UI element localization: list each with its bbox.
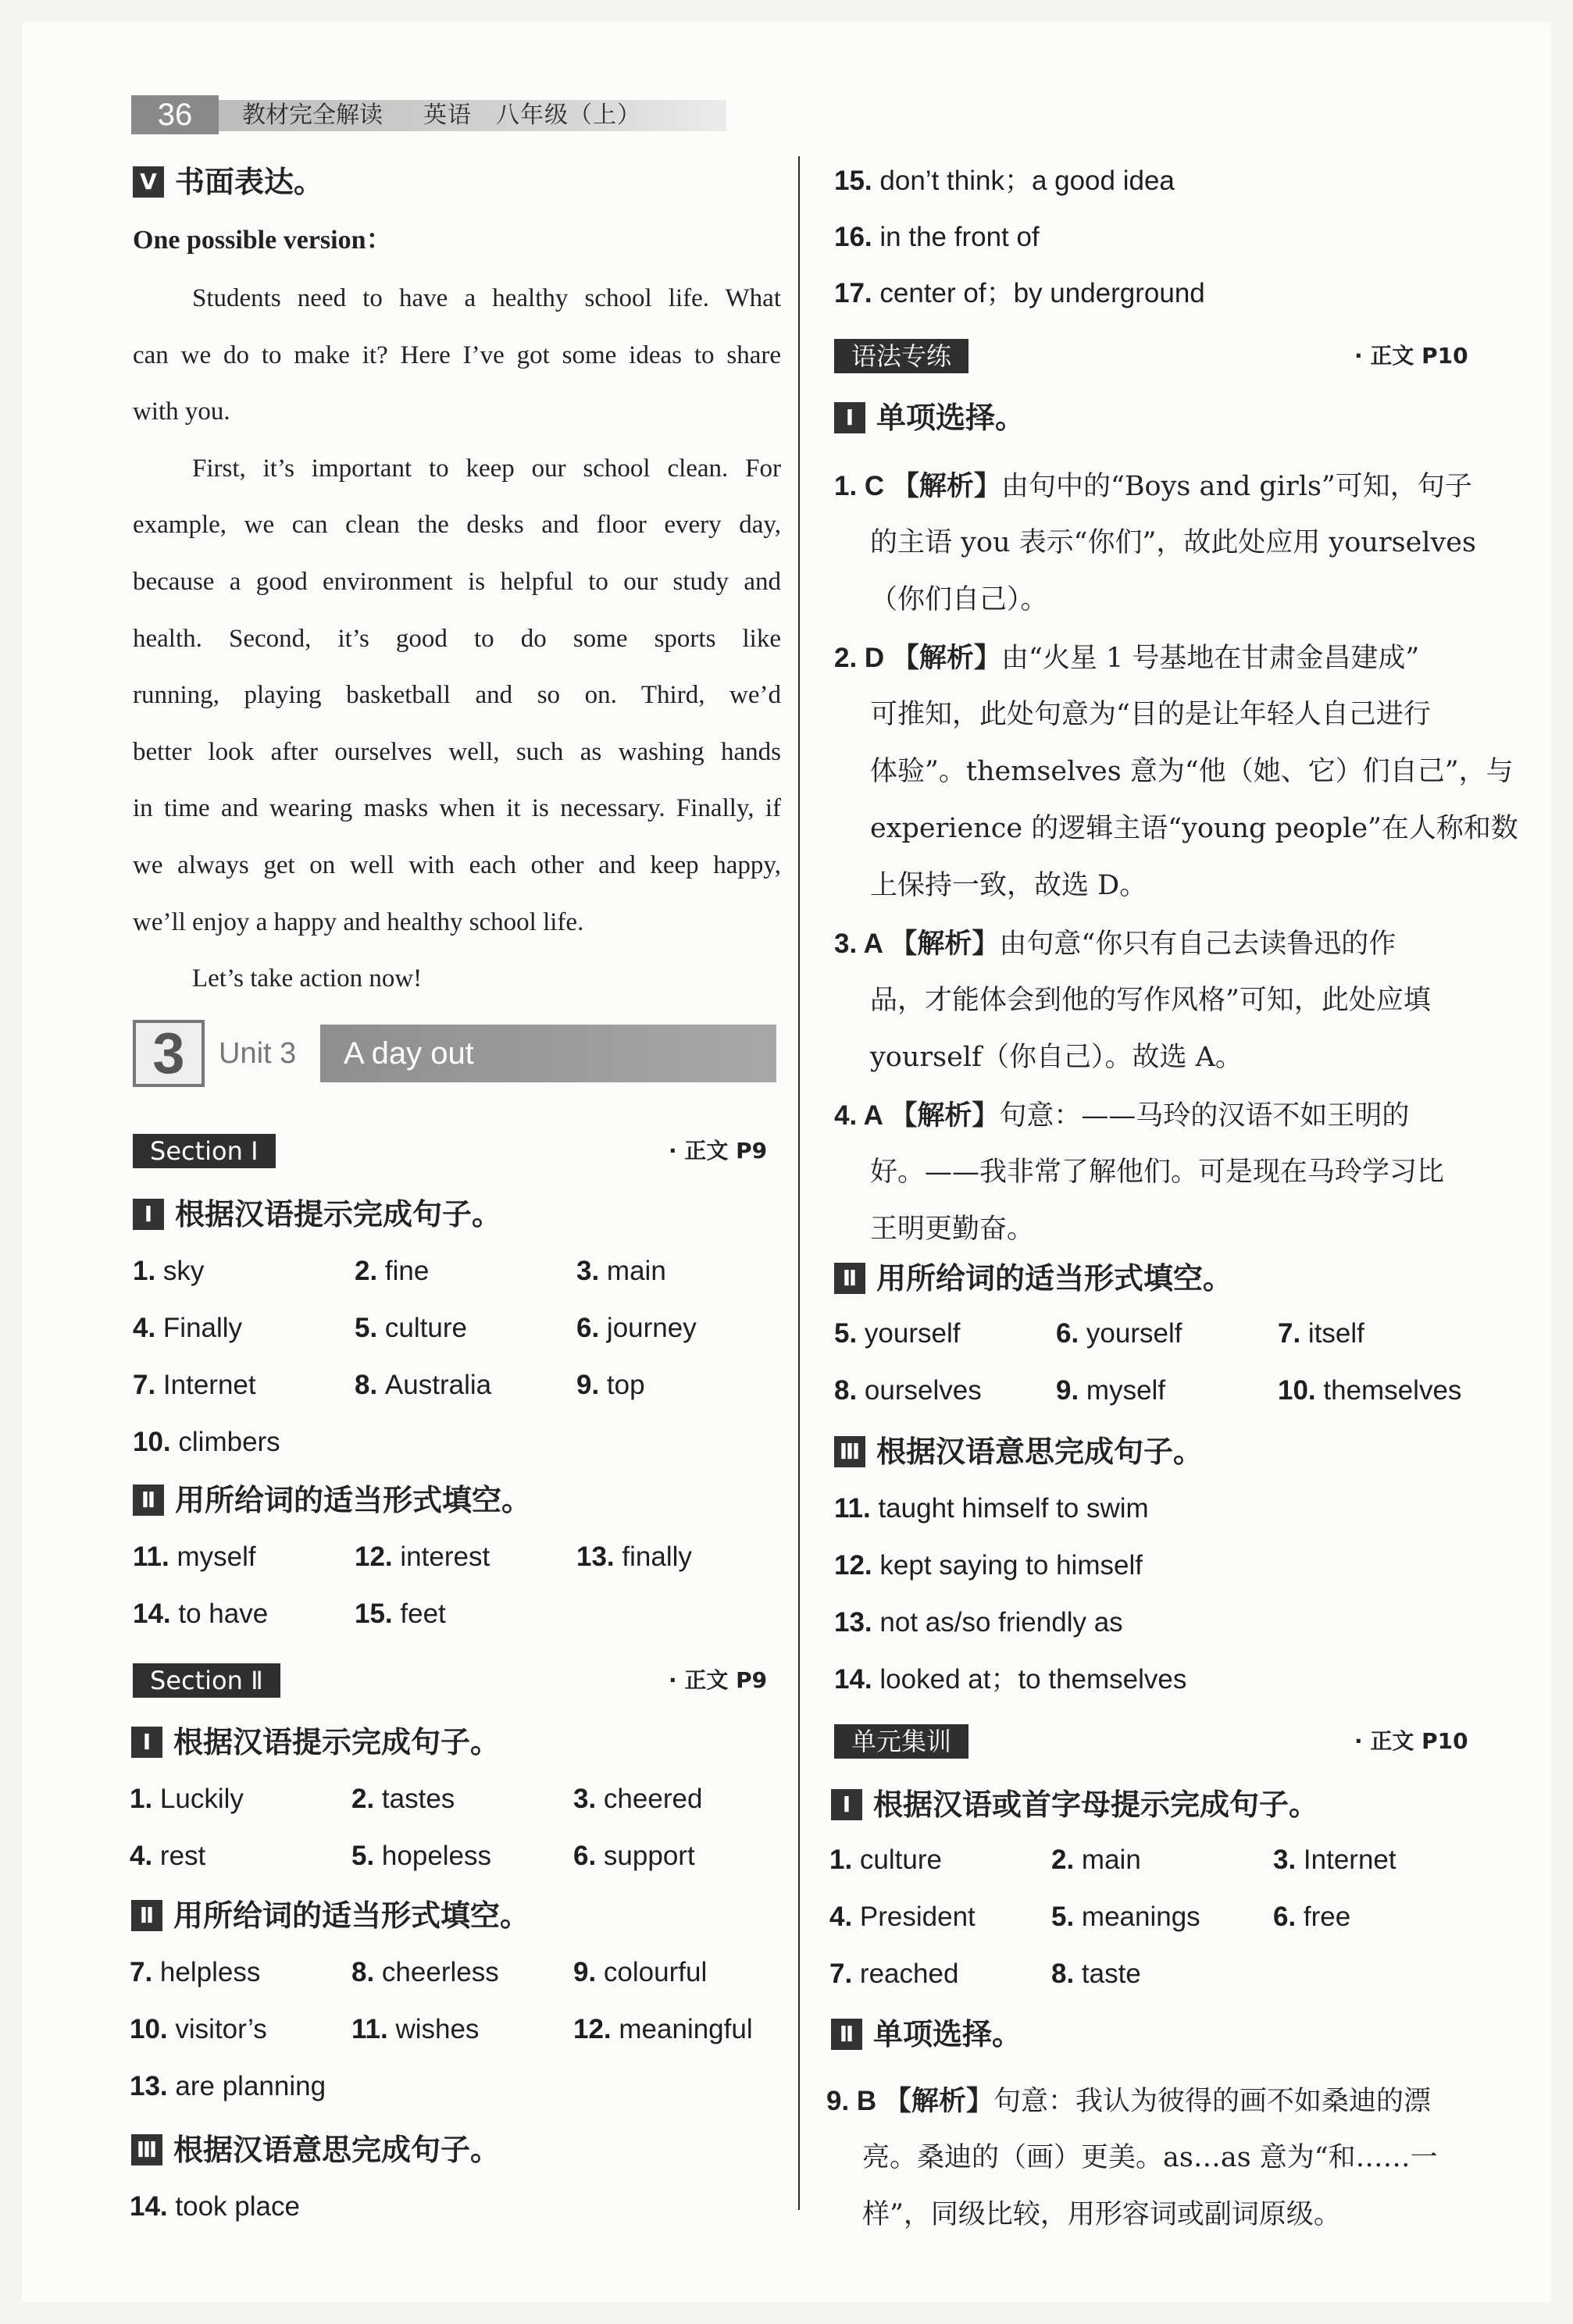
explanation-text: 上保持一致，故选 D。 [870,870,1147,901]
answer-text: Internet [1303,1845,1396,1875]
answer-number: 9. [1056,1375,1086,1406]
essay-line: example, we can clean the desks and floor every day, [133,511,781,540]
exercise-heading [834,1432,1203,1471]
answer-text: myself [1086,1375,1166,1406]
subject-grade: 英语 八年级（上） [423,102,641,129]
explanation-text: 由“火星 1 号基地在甘肃金昌建成” [1001,643,1420,674]
explanation-text: 王明更勤奋。 [870,1214,1035,1245]
answer-number: 1. [130,1784,160,1814]
explanation-line [870,572,1048,629]
answer-item [573,1954,707,1991]
answer-item [829,1898,976,1936]
answer-number: 15. [834,166,880,196]
explanation-text: 可推知，此处句意为“目的是让年轻人自己进行 [870,699,1431,730]
answer-number: 17. [834,278,880,308]
exercise-heading [133,1195,501,1234]
answer-number: 8. [834,1375,865,1406]
exercise-heading-text: 单项选择。 [873,2017,1022,2051]
header-band [219,100,726,131]
answer-number: 1. [133,1256,163,1286]
answer-text: interest [400,1542,490,1572]
section-number-badge: Ⅱ [831,2019,862,2050]
answer-text: itself [1307,1318,1364,1349]
answer-item [834,1661,1186,1698]
explanation-line [870,1201,1034,1258]
answer-text: fine [384,1256,430,1286]
answer-text: free [1303,1902,1351,1932]
answer-item [133,1367,256,1404]
section-number-badge: Ⅰ [831,1789,862,1820]
answer-item [130,2011,267,2048]
answer-number: 11. [834,1493,879,1524]
answer-number: 15. [355,1599,401,1629]
answer-text: Finally [162,1313,243,1343]
essay-line: we always get on well with each other and keep happy, [133,851,781,879]
answer-number: 13. [576,1542,622,1572]
unit-title: A day out [320,1025,776,1082]
answer-text: myself [177,1542,256,1572]
answer-item [573,1837,695,1875]
explanation-line [834,915,1396,973]
answer-number: 2. [355,1256,385,1286]
answer-text: tastes [381,1784,455,1814]
answer-number: 3. [576,1256,607,1286]
explanation-text: （你们自己）。 [870,584,1048,615]
section-tag: Section Ⅰ [133,1134,276,1168]
answer-item [133,1310,242,1347]
answer-item [1278,1372,1461,1410]
answer-item [834,1372,982,1410]
answer-text: ourselves [864,1375,982,1406]
answer-number: 5. [351,1841,382,1871]
answer-item [576,1310,697,1347]
answer-number: 6. [576,1313,607,1343]
answer-item [133,1538,256,1576]
essay-line: because a good environment is helpful to our study and [133,568,781,596]
answer-text: wishes [395,2014,480,2044]
essay-line: First, it’s important to keep our school clean. For [192,454,781,483]
answer-item [130,2188,300,2226]
answer-item [834,1604,1123,1641]
explanation-line [870,743,1514,800]
answer-number: 12. [834,1550,880,1581]
section-number-badge: Ⅰ [834,402,865,433]
answer-item [829,1955,958,1993]
essay-line: better look after ourselves well, such as washing hands [133,737,781,766]
answer-item [834,1315,960,1353]
section-tag: 单元集训 [834,1724,968,1759]
analysis-tag: 【解析】 [891,471,1001,502]
question-number: 9. B [826,2086,884,2116]
answer-item [351,1837,491,1875]
unit-banner [133,1020,776,1087]
answer-item [355,1538,490,1576]
section-number-badge: Ⅱ [834,1263,865,1294]
answer-number: 6. [1273,1902,1304,1932]
answer-item [133,1595,268,1633]
essay-line: health. Second, it’s good to do some sports like [133,624,781,653]
answer-text: in the front of [879,222,1040,252]
answer-number: 14. [133,1599,179,1629]
explanation-text: 品，才能体会到他的写作风格”可知，此处应填 [870,985,1431,1016]
answer-text: culture [384,1313,467,1343]
answer-number: 8. [351,1957,382,1987]
answer-item [351,1780,455,1818]
answer-text: reached [859,1959,959,1989]
explanation-line [826,2073,1431,2130]
answer-text: kept saying to himself [879,1550,1143,1581]
answer-number: 3. [1273,1845,1304,1875]
answer-text: climbers [178,1427,280,1457]
page-reference: · 正文 P10 [1354,1728,1468,1754]
answer-text: culture [859,1845,942,1875]
answer-item [829,1841,942,1879]
exercise-heading [131,2130,500,2169]
explanation-text: 样”，同级比较，用形容词或副词原级。 [862,2199,1341,2230]
explanation-line [834,1087,1409,1145]
unit-label: Unit 3 [219,1037,297,1070]
answer-text: main [606,1256,666,1286]
answer-number: 5. [834,1318,865,1349]
question-number: 2. D [834,643,892,673]
essay-line: running, playing basketball and so on. Third, we’d [133,681,781,710]
explanation-line [870,972,1431,1029]
answer-item [573,1780,702,1818]
answer-text: President [859,1902,976,1932]
exercise-heading-text: 根据汉语或首字母提示完成句子。 [873,1788,1319,1822]
section-tag: 语法专练 [834,339,968,373]
explanation-line [870,686,1431,743]
answer-item [351,2011,479,2048]
answer-text: taught himself to swim [878,1493,1149,1524]
answer-text: are planning [175,2071,326,2101]
exercise-heading [831,2015,1022,2054]
exercise-heading-text: 用所给词的适当形式填空。 [876,1261,1233,1296]
essay-line: with you. [133,397,230,426]
explanation-text: 亮。桑迪的（画）更美。as…as 意为“和……一 [862,2142,1438,2173]
exercise-heading-text: 根据汉语意思完成句子。 [876,1435,1204,1469]
answer-number: 6. [573,1841,604,1871]
explanation-line [834,458,1472,515]
answer-number: 4. [829,1902,860,1932]
explanation-text: 句意：——马玲的汉语不如王明的 [999,1100,1410,1132]
answer-item [834,1547,1143,1584]
answer-number: 8. [355,1370,385,1400]
exercise-heading [131,1896,530,1935]
explanation-text: 句意：我认为彼得的画不如桑迪的漂 [993,2086,1431,2117]
page-number: 36 [131,95,219,134]
explanation-line [834,629,1419,687]
explanation-text: 由句中的“Boys and girls”可知，句子 [1001,471,1472,502]
answer-text: journey [606,1313,697,1343]
exercise-heading-text: 单项选择。 [876,401,1025,435]
section-number-badge: Ⅱ [133,1485,164,1516]
answer-text: themselves [1323,1375,1462,1406]
unit-number: 3 [133,1020,205,1087]
answer-item [576,1538,692,1576]
answer-number: 7. [829,1959,860,1989]
answer-number: 9. [576,1370,607,1400]
essay-line: we’ll enjoy a happy and healthy school life. [133,907,584,936]
explanation-line [870,800,1518,857]
analysis-tag: 【解析】 [891,643,1001,674]
question-number: 4. A [834,1100,890,1131]
answer-item [1273,1898,1350,1936]
explanation-text: yourself（你自己）。故选 A。 [870,1042,1243,1073]
answer-text: yourself [864,1318,961,1349]
writing-heading: Ⅴ 书面表达。 [133,162,323,201]
answer-number: 4. [130,1841,160,1871]
answer-item [355,1253,429,1290]
answer-text: main [1081,1845,1141,1875]
answer-item [130,2068,326,2105]
answer-text: Internet [162,1370,256,1400]
explanation-text: experience 的逻辑主语“young people”在人称和数 [870,813,1518,844]
answer-number: 2. [351,1784,382,1814]
exercise-heading [133,1481,531,1520]
answer-number: 2. [1051,1845,1082,1875]
answer-item [1051,1841,1141,1879]
answer-number: 7. [133,1370,163,1400]
explanation-line [862,2187,1341,2244]
essay-line: Let’s take action now! [192,964,423,993]
answer-item [351,1954,499,1991]
answer-item [1051,1955,1141,1993]
answer-number: 10. [133,1427,179,1457]
answer-text: cheerless [381,1957,499,1987]
answer-item [133,1424,280,1461]
page-reference: · 正文 P9 [669,1667,768,1693]
answer-text: support [603,1841,695,1871]
explanation-line [870,857,1147,914]
exercise-heading-text: 根据汉语提示完成句子。 [175,1197,502,1232]
question-number: 3. A [834,929,890,959]
answer-text: center of；by underground [879,278,1205,308]
answer-item [1051,1898,1200,1936]
explanation-line [862,2130,1438,2187]
answer-item [355,1310,467,1347]
exercise-heading-text: 根据汉语意思完成句子。 [173,2133,501,2167]
answer-number: 4. [133,1313,163,1343]
exercise-heading-text: 用所给词的适当形式填空。 [173,1898,530,1933]
answer-number: 7. [1278,1318,1308,1349]
essay-line: Students need to have a healthy school life. What [192,284,781,312]
explanation-line [870,1144,1444,1201]
answer-text: meaningful [619,2014,753,2044]
section-number-badge: Ⅰ [133,1199,164,1230]
exercise-heading [831,1785,1318,1824]
answer-item [1273,1841,1396,1879]
answer-number: 14. [130,2191,176,2222]
question-number: 1. C [834,471,892,501]
exercise-heading [834,1259,1232,1298]
explanation-text: 由句意“你只有自己去读鲁迅的作 [999,929,1396,960]
section-number-badge: Ⅱ [131,1900,162,1931]
answer-number: 13. [130,2071,176,2101]
section-number-badge: Ⅰ [131,1727,162,1758]
section-number-badge: Ⅲ [834,1436,865,1467]
answer-text: don’t think；a good idea [879,166,1175,196]
answer-item [834,275,1205,312]
answer-text: Luckily [159,1784,244,1814]
answer-text: looked at；to themselves [879,1664,1187,1695]
explanation-line [870,1029,1243,1086]
exercise-heading [131,1723,500,1762]
answer-number: 7. [130,1957,160,1987]
page-reference: · 正文 P9 [669,1138,768,1164]
answer-item [133,1253,204,1290]
answer-text: colourful [603,1957,708,1987]
answer-item [576,1367,645,1404]
answer-text: rest [159,1841,206,1871]
explanation-text: 好。——我非常了解他们。可是现在马玲学习比 [870,1157,1445,1188]
answer-number: 1. [829,1845,860,1875]
answer-item [130,1954,260,1991]
answer-number: 5. [1051,1902,1082,1932]
exercise-heading [834,398,1025,437]
answer-number: 12. [355,1542,401,1572]
answer-number: 3. [573,1784,604,1814]
answer-number: 11. [133,1542,177,1572]
section-number-badge: Ⅲ [131,2134,162,2165]
answer-item [834,1490,1149,1527]
exercise-heading-text: 根据汉语提示完成句子。 [173,1725,501,1759]
exercise-heading-text: 用所给词的适当形式填空。 [175,1483,532,1517]
answer-item [573,2011,753,2048]
answer-item [1278,1315,1364,1353]
answer-item [130,1837,205,1875]
explanation-text: 体验”。themselves 意为“他（她、它）们自己”，与 [870,756,1514,787]
answer-text: to have [178,1599,269,1629]
answer-text: helpless [159,1957,261,1987]
answer-text: not as/so friendly as [879,1607,1123,1638]
answer-text: Australia [384,1370,492,1400]
answer-text: sky [162,1256,205,1286]
section-number-badge: Ⅴ [133,166,164,198]
answer-text: finally [622,1542,692,1572]
answer-number: 16. [834,222,880,252]
answer-item [1056,1315,1182,1353]
answer-number: 6. [1056,1318,1086,1349]
answer-text: cheered [603,1784,703,1814]
answer-text: top [606,1370,645,1400]
answer-text: feet [400,1599,446,1629]
answer-item [355,1367,491,1404]
page-header [131,95,733,134]
answer-item [130,1780,244,1818]
book-title: 教材完全解读 [242,102,383,129]
answer-number: 13. [834,1607,880,1638]
answer-text: yourself [1086,1318,1182,1349]
answer-number: 5. [355,1313,385,1343]
column-divider [798,156,800,2210]
version-label: One possible version： [133,226,393,255]
essay-line: can we do to make it? Here I’ve got some ideas to share [133,340,781,369]
analysis-tag: 【解析】 [883,2086,993,2117]
answer-item [355,1595,446,1633]
analysis-tag: 【解析】 [890,929,1000,960]
answer-number: 14. [834,1664,880,1695]
answer-number: 8. [1051,1959,1082,1989]
answer-text: taste [1081,1959,1141,1989]
answer-text: meanings [1081,1902,1200,1932]
answer-item [1056,1372,1165,1410]
explanation-text: 的主语 you 表示“你们”，故此处应用 yourselves [870,527,1476,558]
answer-text: visitor’s [175,2014,267,2044]
analysis-tag: 【解析】 [890,1100,1000,1132]
answer-number: 10. [1278,1375,1324,1406]
answer-number: 10. [130,2014,176,2044]
answer-text: took place [175,2191,300,2222]
section-tag: Section Ⅱ [133,1663,280,1698]
essay-line: in time and wearing masks when it is necessary. Finally, if [133,794,781,823]
page-reference: · 正文 P10 [1354,343,1468,369]
answer-item [834,219,1040,256]
answer-item [834,162,1175,200]
answer-text: hopeless [381,1841,492,1871]
answer-number: 12. [573,2014,619,2044]
answer-number: 11. [351,2014,396,2044]
answer-number: 9. [573,1957,604,1987]
answer-item [576,1253,666,1290]
explanation-line [870,515,1476,572]
